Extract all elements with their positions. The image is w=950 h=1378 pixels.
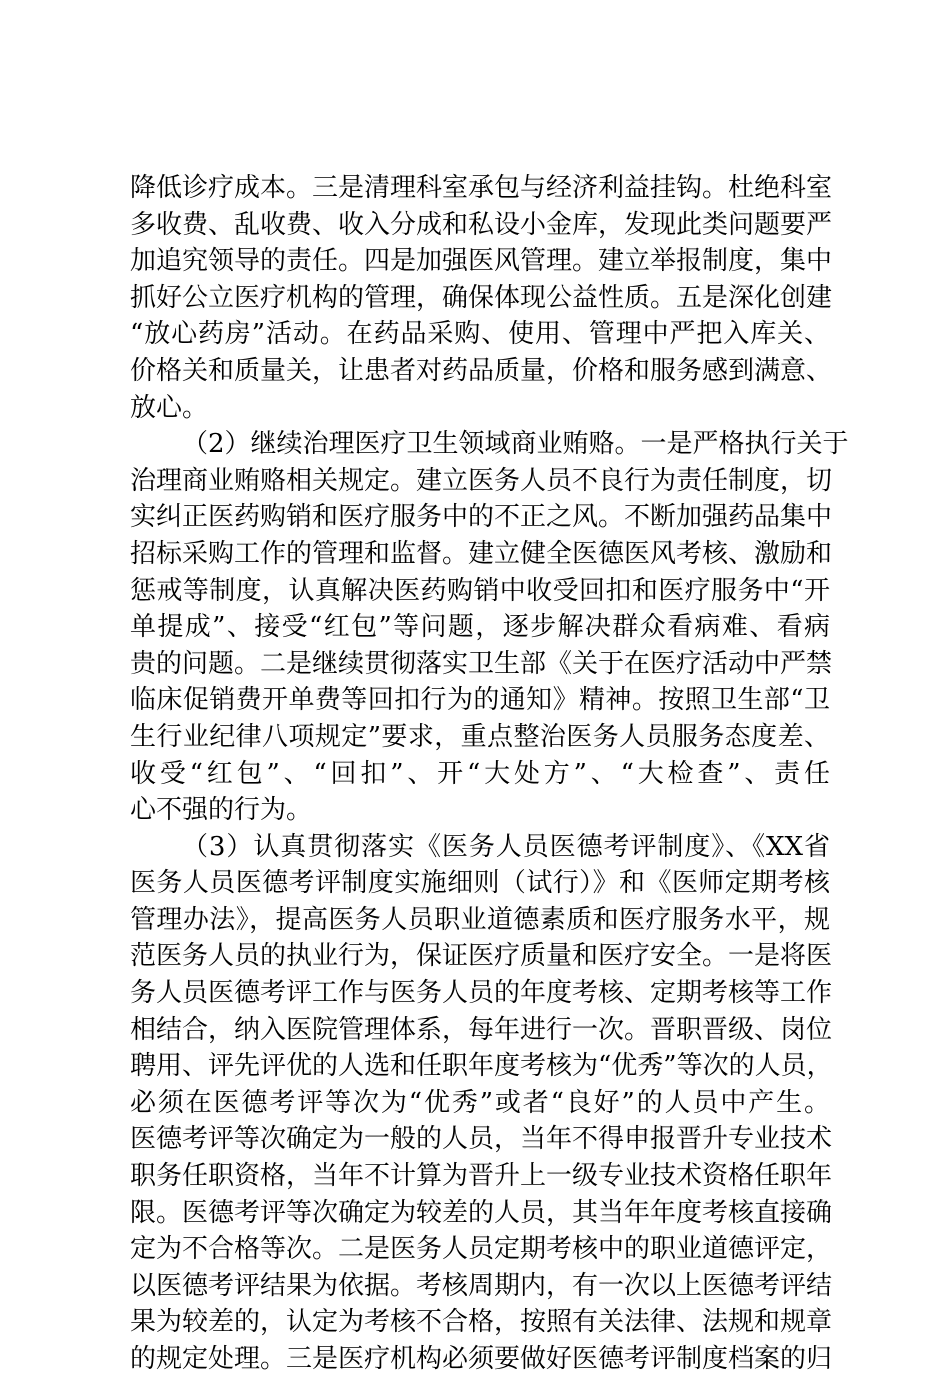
text-line: 生行业纪律八项规定”要求，重点整治医务人员服务态度差、 <box>130 721 830 752</box>
text-line: 相结合，纳入医院管理体系，每年进行一次。晋职晋级、岗位 <box>130 1014 833 1045</box>
text-line: 收受“红包”、“回扣”、开“大处方”、“大检查”、责任 <box>130 758 830 789</box>
text-line: 抓好公立医疗机构的管理，确保体现公益性质。五是深化创建 <box>130 282 833 313</box>
text-line: 的规定处理。三是医疗机构必须要做好医德考评制度档案的归 <box>130 1344 833 1374</box>
text-line: 治理商业贿赂相关规定。建立医务人员不良行为责任制度，切 <box>130 465 833 496</box>
text-line: 实纠正医药购销和医疗服务中的不正之风。不断加强药品集中 <box>130 502 833 533</box>
text-line: 招标采购工作的管理和监督。建立健全医德医风考核、激励和 <box>130 538 833 569</box>
text-line: 范医务人员的执业行为，保证医疗质量和医疗安全。一是将医 <box>130 941 833 972</box>
text-line: 果为较差的，认定为考核不合格，按照有关法律、法规和规章 <box>130 1307 833 1338</box>
text-line: 定为不合格等次。二是医务人员定期考核中的职业道德评定， <box>130 1234 833 1265</box>
text-line: 降低诊疗成本。三是清理科室承包与经济利益挂钩。杜绝科室 <box>130 173 833 203</box>
paragraph <box>130 170 833 426</box>
text-line: 加追究领导的责任。四是加强医风管理。建立举报制度，集中 <box>130 246 833 277</box>
text-line: 以医德考评结果为依据。考核周期内，有一次以上医德考评结 <box>130 1270 833 1301</box>
text-line: 单提成”、接受“红包”等问题，逐步解决群众看病难、看病 <box>130 612 830 643</box>
text-line: “放心药房”活动。在药品采购、使用、管理中严把入库关、 <box>130 319 830 350</box>
text-line: （3）认真贯彻落实《医务人员医德考评制度》、《XX省 <box>182 831 830 862</box>
text-line: 聘用、评先评优的人选和任职年度考核为“优秀”等次的人员， <box>130 1051 833 1082</box>
text-line: 多收费、乱收费、收入分成和私设小金库，发现此类问题要严 <box>130 209 833 240</box>
text-line: 价格关和质量关，让患者对药品质量，价格和服务感到满意、 <box>130 355 833 386</box>
text-line: 必须在医德考评等次为“优秀”或者“良好”的人员中产生。 <box>130 1087 830 1118</box>
text-line: 职务任职资格，当年不计算为晋升上一级专业技术资格任职年 <box>130 1161 833 1192</box>
text-line: （2）继续治理医疗卫生领域商业贿赂。一是严格执行关于 <box>182 429 849 460</box>
text-line: 限。医德考评等次确定为较差的人员，其当年年度考核直接确 <box>130 1197 833 1228</box>
text-line: 管理办法》，提高医务人员职业道德素质和医疗服务水平，规 <box>130 904 830 935</box>
text-line: 放心。 <box>130 392 209 423</box>
text-line: 务人员医德考评工作与医务人员的年度考核、定期考核等工作 <box>130 978 833 1009</box>
text-line: 贵的问题。二是继续贯彻落实卫生部《关于在医疗活动中严禁 <box>130 648 833 679</box>
paragraph <box>130 426 849 829</box>
text-line: 心不强的行为。 <box>130 795 313 826</box>
text-line: 临床促销费开单费等回扣行为的通知》精神。按照卫生部“卫 <box>130 685 830 716</box>
text-line: 惩戒等制度，认真解决医药购销中收受回扣和医疗服务中“开 <box>130 575 830 606</box>
text-line: 医务人员医德考评制度实施细则（试行）》和《医师定期考核 <box>130 868 830 899</box>
document-body <box>130 170 849 1378</box>
paragraph <box>130 829 833 1378</box>
text-line: 医德考评等次确定为一般的人员，当年不得申报晋升专业技术 <box>130 1124 833 1155</box>
